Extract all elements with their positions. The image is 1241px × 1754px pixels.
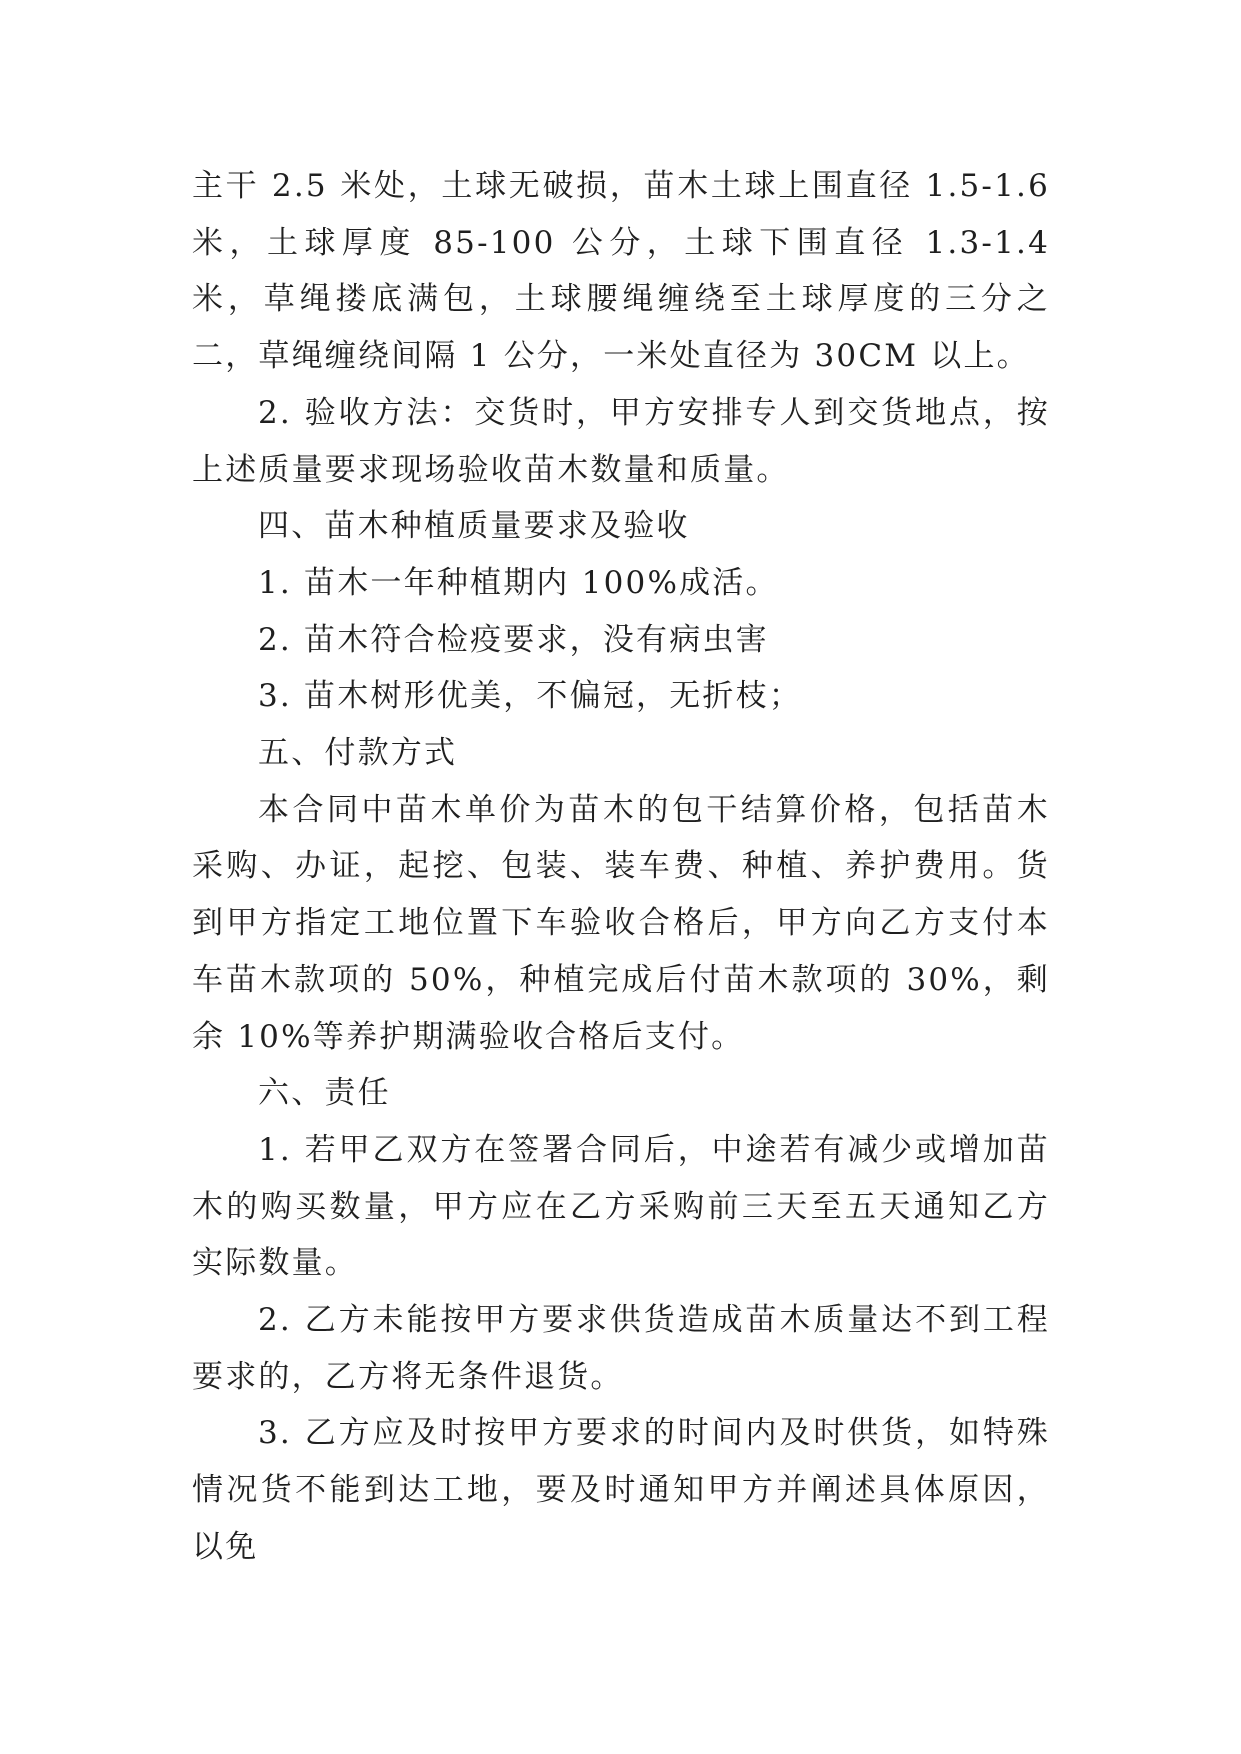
section-heading-responsibility: 六、责任 (258, 1075, 391, 1112)
section-heading-planting-quality: 四、苗木种植质量要求及验收 (258, 508, 690, 545)
paragraph-soil-ball-spec: 主干 2.5 米处，土球无破损，苗木土球上围直径 1.5-1.6 米，土球厚度 85-100 公分，土球下围直径 1.3-1.4 米，草绳搂底满包，土球腰绳缠绕至土球厚度的三分之二，草绳缠绕间隔 1 公分，一米处直径为 30CM 以上。 (192, 168, 1050, 375)
paragraph-survival-rate: 1. 苗木一年种植期内 100%成活。 (258, 564, 779, 601)
paragraph-quantity-change: 1. 若甲乙双方在签署合同后，中途若有减少或增加苗木的购买数量，甲方应在乙方采购前三天至五天通知乙方实际数量。 (192, 1131, 1050, 1282)
paragraph-quarantine: 2. 苗木符合检疫要求，没有病虫害 (258, 621, 769, 658)
paragraph-tree-shape: 3. 苗木树形优美，不偏冠，无折枝； (258, 678, 803, 715)
paragraph-acceptance-method: 2. 验收方法：交货时，甲方安排专人到交货地点，按上述质量要求现场验收苗木数量和质量。 (192, 394, 1050, 488)
paragraph-return-policy: 2. 乙方未能按甲方要求供货造成苗木质量达不到工程要求的，乙方将无条件退货。 (192, 1302, 1050, 1395)
paragraph-delivery-timing: 3. 乙方应及时按甲方要求的时间内及时供货，如特殊情况货不能到达工地，要及时通知甲方并阐述具体原因，以免 (192, 1415, 1050, 1565)
document-body (192, 158, 1050, 1576)
paragraph-payment-terms: 本合同中苗木单价为苗木的包干结算价格，包括苗木采购、办证，起挖、包装、装车费、种植、养护费用。货到甲方指定工地位置下车验收合格后，甲方向乙方支付本车苗木款项的 50%，种植完成后付苗木款项的 30%，剩余 10%等养护期满验收合格后支付。 (192, 791, 1050, 1055)
section-heading-payment: 五、付款方式 (258, 735, 458, 772)
